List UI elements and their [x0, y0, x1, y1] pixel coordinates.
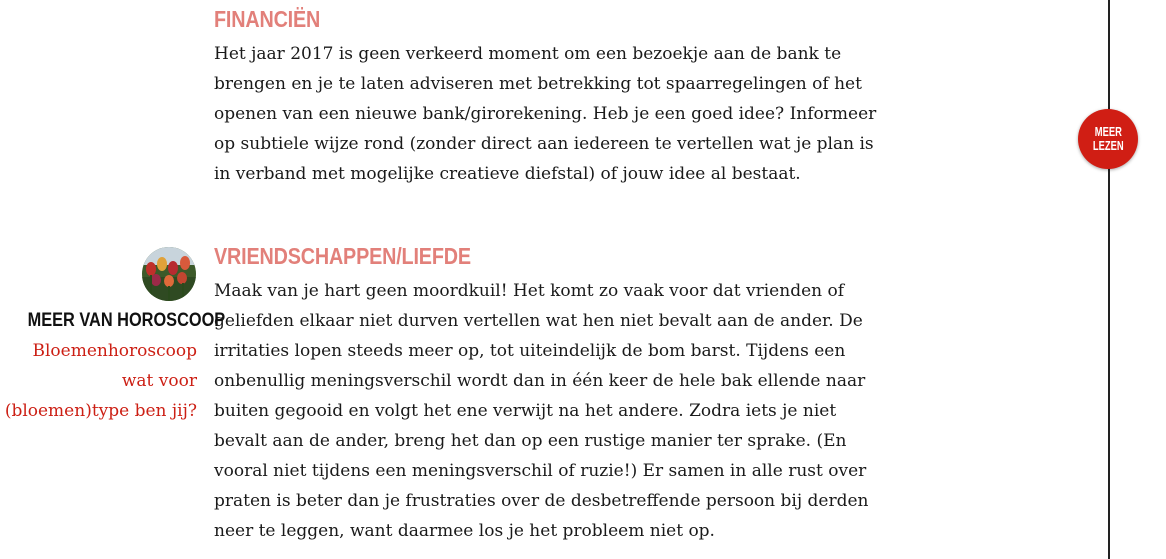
- section-heading-vriendschappen-liefde: VRIENDSCHAPPEN/LIEFDE: [214, 243, 471, 269]
- meer-lezen-line2: LEZEN: [1092, 138, 1124, 153]
- related-article-link[interactable]: Bloemenhoroscoop wat voor (bloemen)type ben jij?: [4, 341, 197, 421]
- section-body-vriendschappen-liefde: Maak van je hart geen moordkuil! Het komt zo vaak voor dat vrienden of geliefden elkaar niet durven vertellen wat hen niet bevalt aan de ander. De irritaties lopen steeds meer op, tot uiteindelijk de bom barst. Tijdens een onbenullig meningsverschil wordt dan in één keer de hele bak ellende naar buiten gegooid en volgt het ene verwijt na het andere. Zodra iets je niet bevalt aan de ander, breng het dan op een rustige manier ter sprake. (En vooral niet tijdens een meningsverschil of ruzie!) Er samen in alle rust over praten is beter dan je frustraties over de desbetreffende persoon bij derden neer te leggen, want daarmee los je het probleem niet op.: [214, 281, 869, 541]
- column-divider: [1108, 0, 1110, 559]
- section-body-financien: Het jaar 2017 is geen verkeerd moment om een bezoekje aan de bank te brengen en je te laten adviseren met betrekking tot spaarregelingen of het openen van een nieuwe bank/girorekening. Heb je een goed idee? Informeer op subtiele wijze rond (zonder direct aan iedereen te vertellen wat je plan is in verband met mogelijke creatieve diefstal) of jouw idee al bestaat.: [214, 44, 877, 184]
- meer-lezen-line1: MEER: [1094, 124, 1122, 139]
- meer-lezen-button[interactable]: [1078, 109, 1138, 169]
- related-articles-sidebar: [0, 308, 226, 426]
- tulips-thumbnail-image: [142, 247, 196, 301]
- section-heading-financien: FINANCIËN: [214, 6, 321, 32]
- related-article-thumbnail[interactable]: [142, 247, 196, 301]
- sidebar-title: MEER VAN HOROSCOOP: [27, 310, 226, 331]
